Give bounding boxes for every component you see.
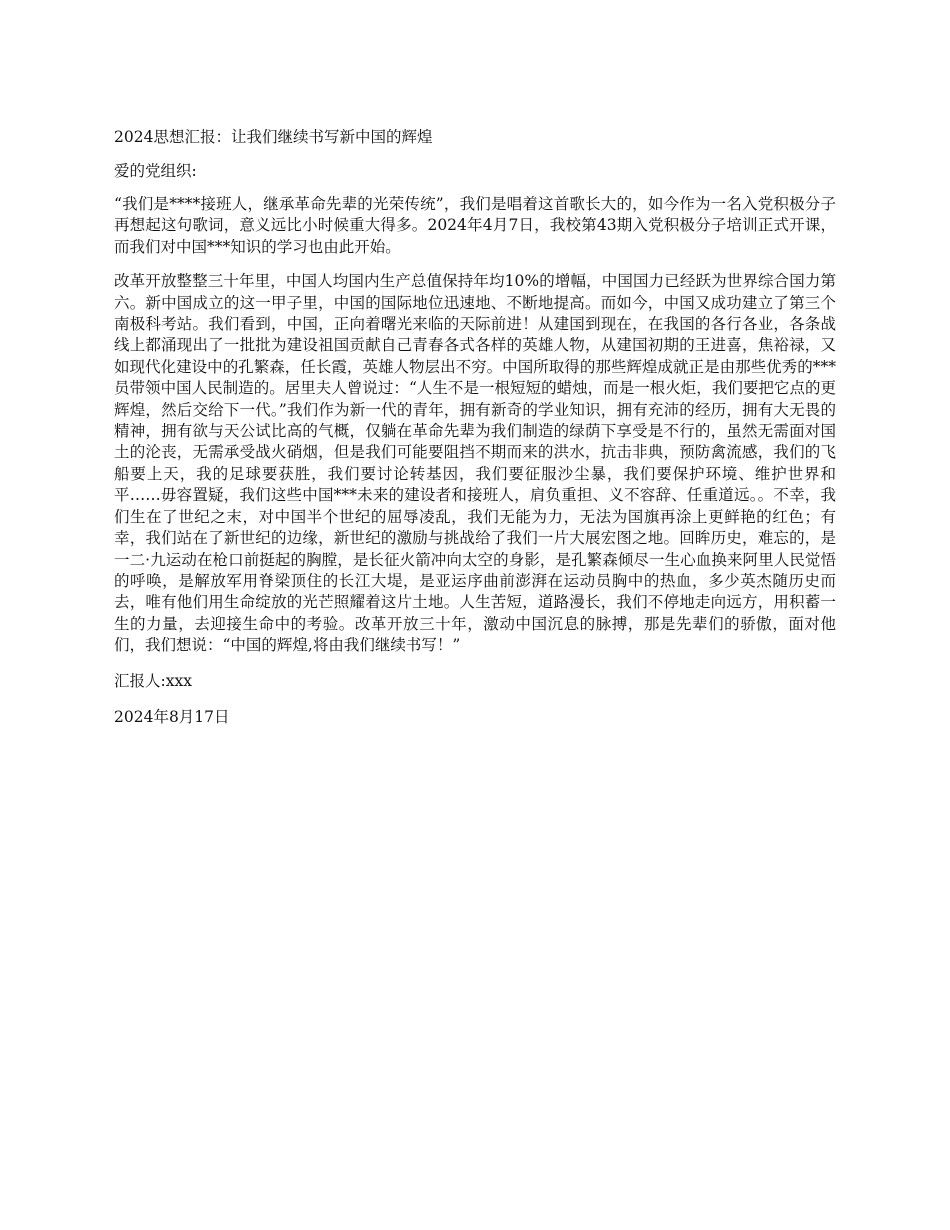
paragraph-intro: “我们是****接班人，继承革命先辈的光荣传统”，我们是唱着这首歌长大的，如今作为一名入党积极分子再想起这句歌词，意义远比小时候重大得多。2024年4月7日，我校第43期入党积极分子培训正式开课，而我们对中国***知识的学习也由此开始。: [114, 195, 836, 256]
paragraph-main: 改革开放整整三十年里，中国人均国内生产总值保持年均10%的增幅，中国国力已经跃为世界综合国力第六。新中国成立的这一甲子里，中国的国际地位迅速地、不断地提高。而如今，中国又成功建立了第三个南极科考站。我们看到，中国，正向着曙光来临的天际前进！从建国到现在，在我国的各行各业，各条战线上都涌现出了一批批为建设祖国贡献自己青春各式各样的英雄人物，从建国初期的王进喜，焦裕禄，又如现代化建设中的孔繁森，任长霞，英雄人物层出不穷。中国所取得的那些辉煌成就正是由那些优秀的***员带领中国人民制造的。居里夫人曾说过：“人生不是一根短短的蜡烛，而是一根火炬，我们要把它点的更辉煌，然后交给下一代。”我们作为新一代的青年，拥有新奇的学业知识，拥有充沛的经历，拥有大无畏的精神，拥有欲与天公试比高的气概，仅躺在革命先辈为我们制造的绿荫下享受是不行的，虽然无需面对国土的沦丧，无需承受战火硝烟，但是我们可能要阻挡不期而来的洪水，抗击非典，预防禽流感，我们的飞船要上天，我的足球要获胜，我们要讨论转基因，我们要征服沙尘暴，我们要保护环境、维护世界和平……毋容置疑，我们这些中国***未来的建设者和接班人，肩负重担、义不容辞、任重道远。。不幸，我们生在了世纪之末，对中国半个世纪的屈辱凌乱，我们无能为力，无法为国旗再涂上更鲜艳的红色；有幸，我们站在了新世纪的边缘，新世纪的激励与挑战给了我们一片大展宏图之地。回眸历史，难忘的，是一二·九运动在枪口前挺起的胸膛，是长征火箭冲向太空的身影，是孔繁森倾尽一生心血换来阿里人民觉悟的呼唤，是解放军用脊梁顶住的长江大堤，是亚运序曲前澎湃在运动员胸中的热血，多少英杰随历史而去，唯有他们用生命绽放的光芒照耀着这片土地。人生苦短，道路漫长，我们不停地走向远方，用积蓄一生的力量，去迎接生命中的考验。改革开放三十年，激动中国沉息的脉搏，那是先辈们的骄傲，面对他们，我们想说：“中国的辉煌,将由我们继续书写！”: [114, 272, 836, 655]
document-body: [114, 126, 836, 728]
reporter-signature: 汇报人:xxx: [114, 671, 192, 690]
report-date: 2024年8月17日: [114, 707, 230, 726]
document-title: 2024思想汇报：让我们继续书写新中国的辉煌: [114, 128, 433, 146]
salutation: 爱的党组织:: [114, 162, 197, 180]
